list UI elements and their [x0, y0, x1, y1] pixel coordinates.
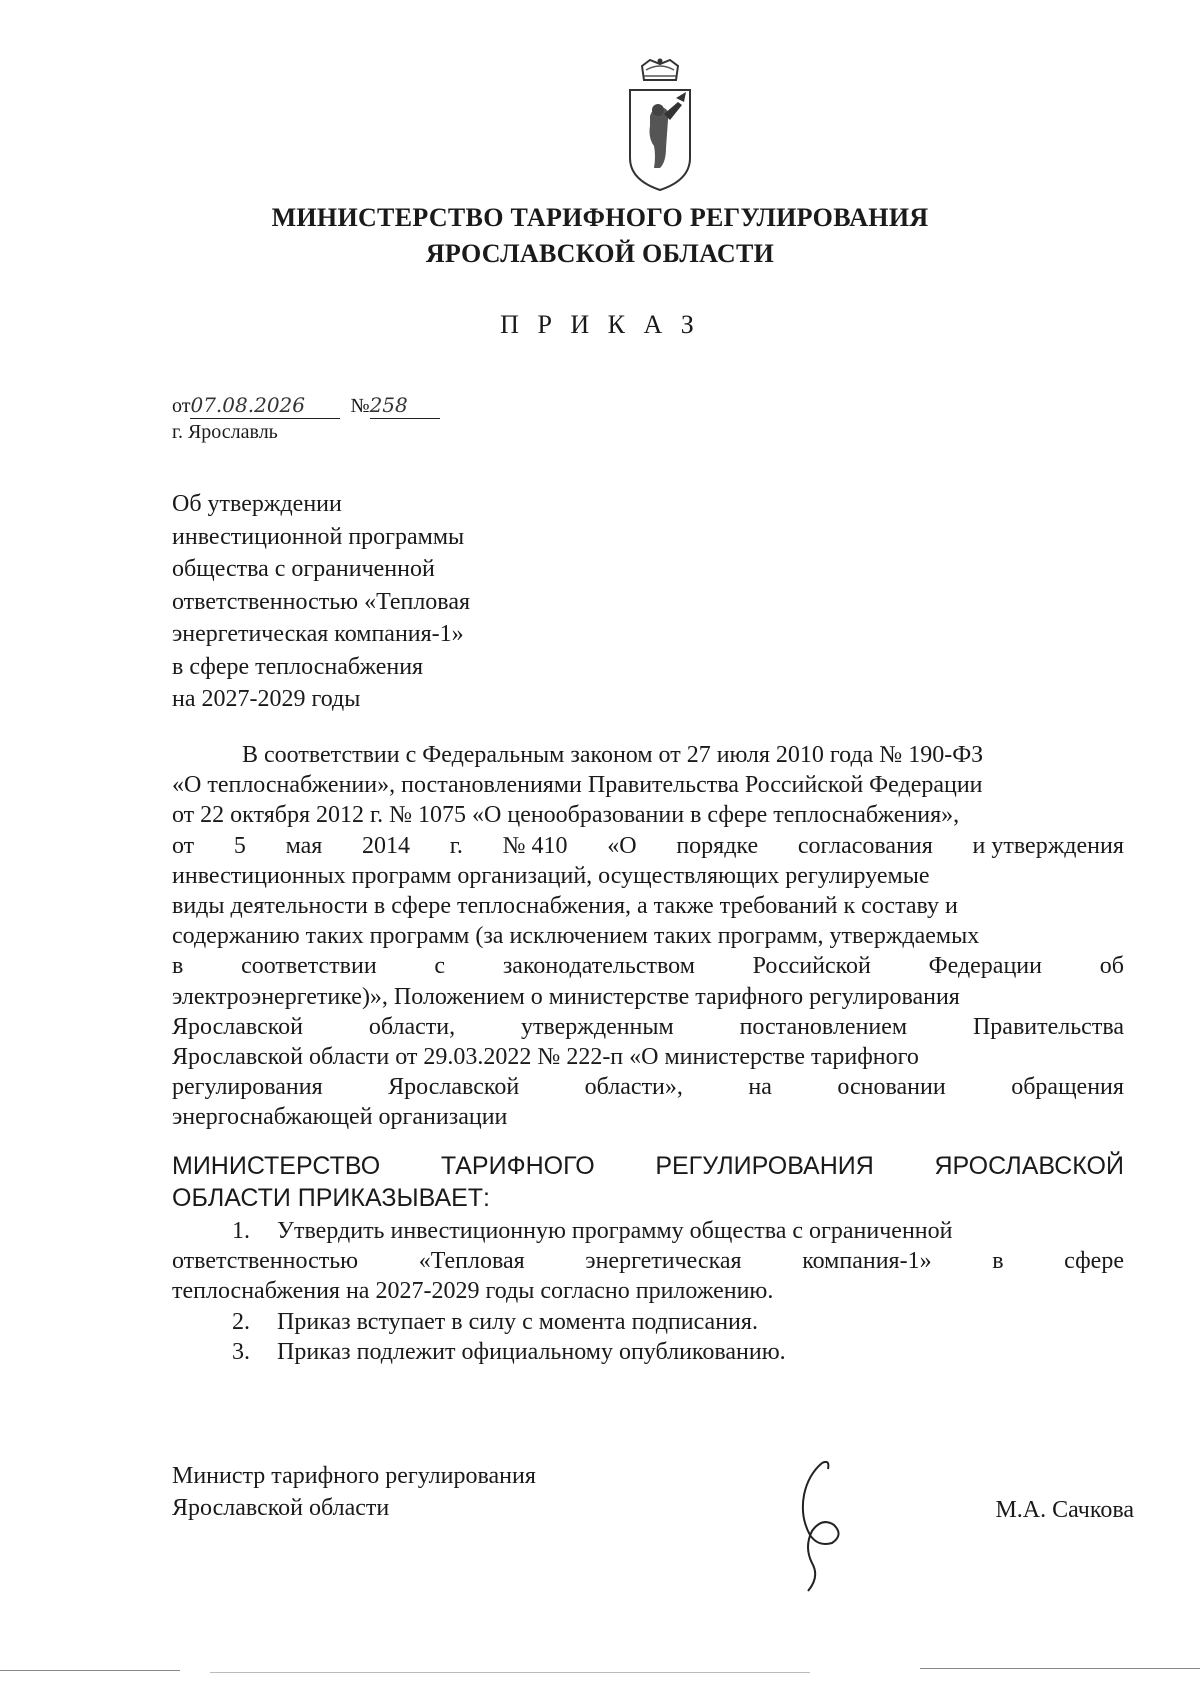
preamble-line: «О теплоснабжении», постановлениями Правительства Российской Федерации [172, 772, 983, 799]
scan-artifact-line [920, 1668, 1200, 1669]
number-handwritten: 258 [369, 393, 408, 417]
subject-line: в сфере теплоснабжения [172, 653, 424, 680]
word: 5 [233, 832, 246, 859]
order-heading [172, 1150, 1124, 1214]
signatory-name: М.А. Сачкова [995, 1497, 1134, 1523]
item-number: 3. [232, 1338, 250, 1365]
number-prefix: № [350, 395, 370, 417]
item-text: Приказ вступает в силу с момента подписания. [277, 1308, 758, 1335]
word: «О [607, 832, 637, 859]
item-number: 2. [232, 1308, 250, 1335]
number-field [370, 393, 440, 419]
word: 2014 [362, 832, 411, 859]
preamble-line: содержанию таких программ (за исключением таких программ, утверждаемых [172, 923, 980, 950]
word: мая [285, 832, 323, 859]
item-number: 1. [232, 1218, 250, 1244]
subject-line: ответственностью «Тепловая [172, 588, 471, 615]
preamble-line: Ярославской области от 29.03.2022 № 222-п «О министерстве тарифного [172, 1044, 919, 1071]
word: и утверждения [972, 832, 1124, 859]
preamble-line: энергоснабжающей организации [172, 1104, 508, 1131]
order-item-1-line-spread: ответственностью «Тепловая энергетическая компания-1» в сфере [172, 1248, 1124, 1275]
order-heading-line-spread: МИНИСТЕРСТВО ТАРИФНОГО РЕГУЛИРОВАНИЯ ЯРОСЛАВСКОЙ [172, 1152, 1124, 1180]
scan-artifact-line [210, 1672, 810, 1673]
preamble-line-spread: регулирования Ярославской области», на основании обращения [172, 1074, 1124, 1101]
scan-artifact-line [0, 1670, 180, 1671]
preamble-line-spread [172, 831, 1124, 861]
subject-line: общества с ограниченной [172, 556, 435, 582]
item-text: Приказ подлежит официальному опубликованию. [277, 1338, 786, 1365]
subject-line: энергетическая компания-1» [172, 621, 464, 647]
date-handwritten: 07.08.2026 [190, 393, 305, 417]
document-type-title: П Р И К А З [500, 310, 700, 339]
signatory-title [172, 1460, 536, 1524]
order-item-1 [172, 1216, 1124, 1246]
word: № 410 [502, 832, 568, 859]
word: порядке [676, 832, 759, 859]
date-prefix: от [172, 395, 191, 417]
order-subject [172, 488, 470, 716]
preamble-line-spread: Ярославской области, утвержденным постановлением Правительства [172, 1013, 1124, 1040]
word: от [172, 832, 195, 859]
order-item-3 [172, 1337, 1124, 1367]
ministry-name-line-2: ЯРОСЛАВСКОЙ ОБЛАСТИ [425, 239, 775, 268]
preamble-line-spread: в соответствии с законодательством Российской Федерации об [172, 953, 1124, 980]
preamble-paragraph [172, 740, 1124, 1133]
order-heading-line: ОБЛАСТИ ПРИКАЗЫВАЕТ: [172, 1184, 491, 1212]
preamble-line: виды деятельности в сфере теплоснабжения, а также требований к составу и [172, 893, 958, 920]
city-label: г. Ярославль [172, 421, 278, 443]
coat-of-arms-emblem [620, 58, 700, 198]
order-item-1-line: теплоснабжения на 2027-2029 годы согласно приложению. [172, 1278, 774, 1305]
word: г. [449, 832, 463, 859]
handwritten-signature [760, 1455, 870, 1595]
subject-line: на 2027-2029 годы [172, 686, 361, 712]
signatory-title-line: Ярославской области [172, 1495, 390, 1521]
preamble-line: от 22 октября 2012 г. № 1075 «О ценообразовании в сфере теплоснабжения», [172, 802, 960, 829]
preamble-line: электроэнергетике)», Положением о министерстве тарифного регулирования [172, 983, 960, 1010]
subject-line: инвестиционной программы [172, 523, 465, 550]
word: согласования [797, 832, 933, 859]
subject-line: Об утверждении [172, 491, 342, 517]
order-item-2 [172, 1307, 1124, 1337]
date-field [190, 393, 340, 419]
date-number-line [172, 393, 440, 419]
signatory-title-line: Министр тарифного регулирования [172, 1463, 536, 1489]
item-text: Утвердить инвестиционную программу общества с ограниченной [277, 1218, 953, 1244]
ministry-name-line-1: МИНИСТЕРСТВО ТАРИФНОГО РЕГУЛИРОВАНИЯ [271, 203, 929, 232]
preamble-line: В соответствии с Федеральным законом от 27 июля 2010 года № 190-ФЗ [242, 742, 984, 768]
order-items [172, 1216, 1124, 1367]
preamble-line: инвестиционных программ организаций, осуществляющих регулируемые [172, 862, 930, 889]
